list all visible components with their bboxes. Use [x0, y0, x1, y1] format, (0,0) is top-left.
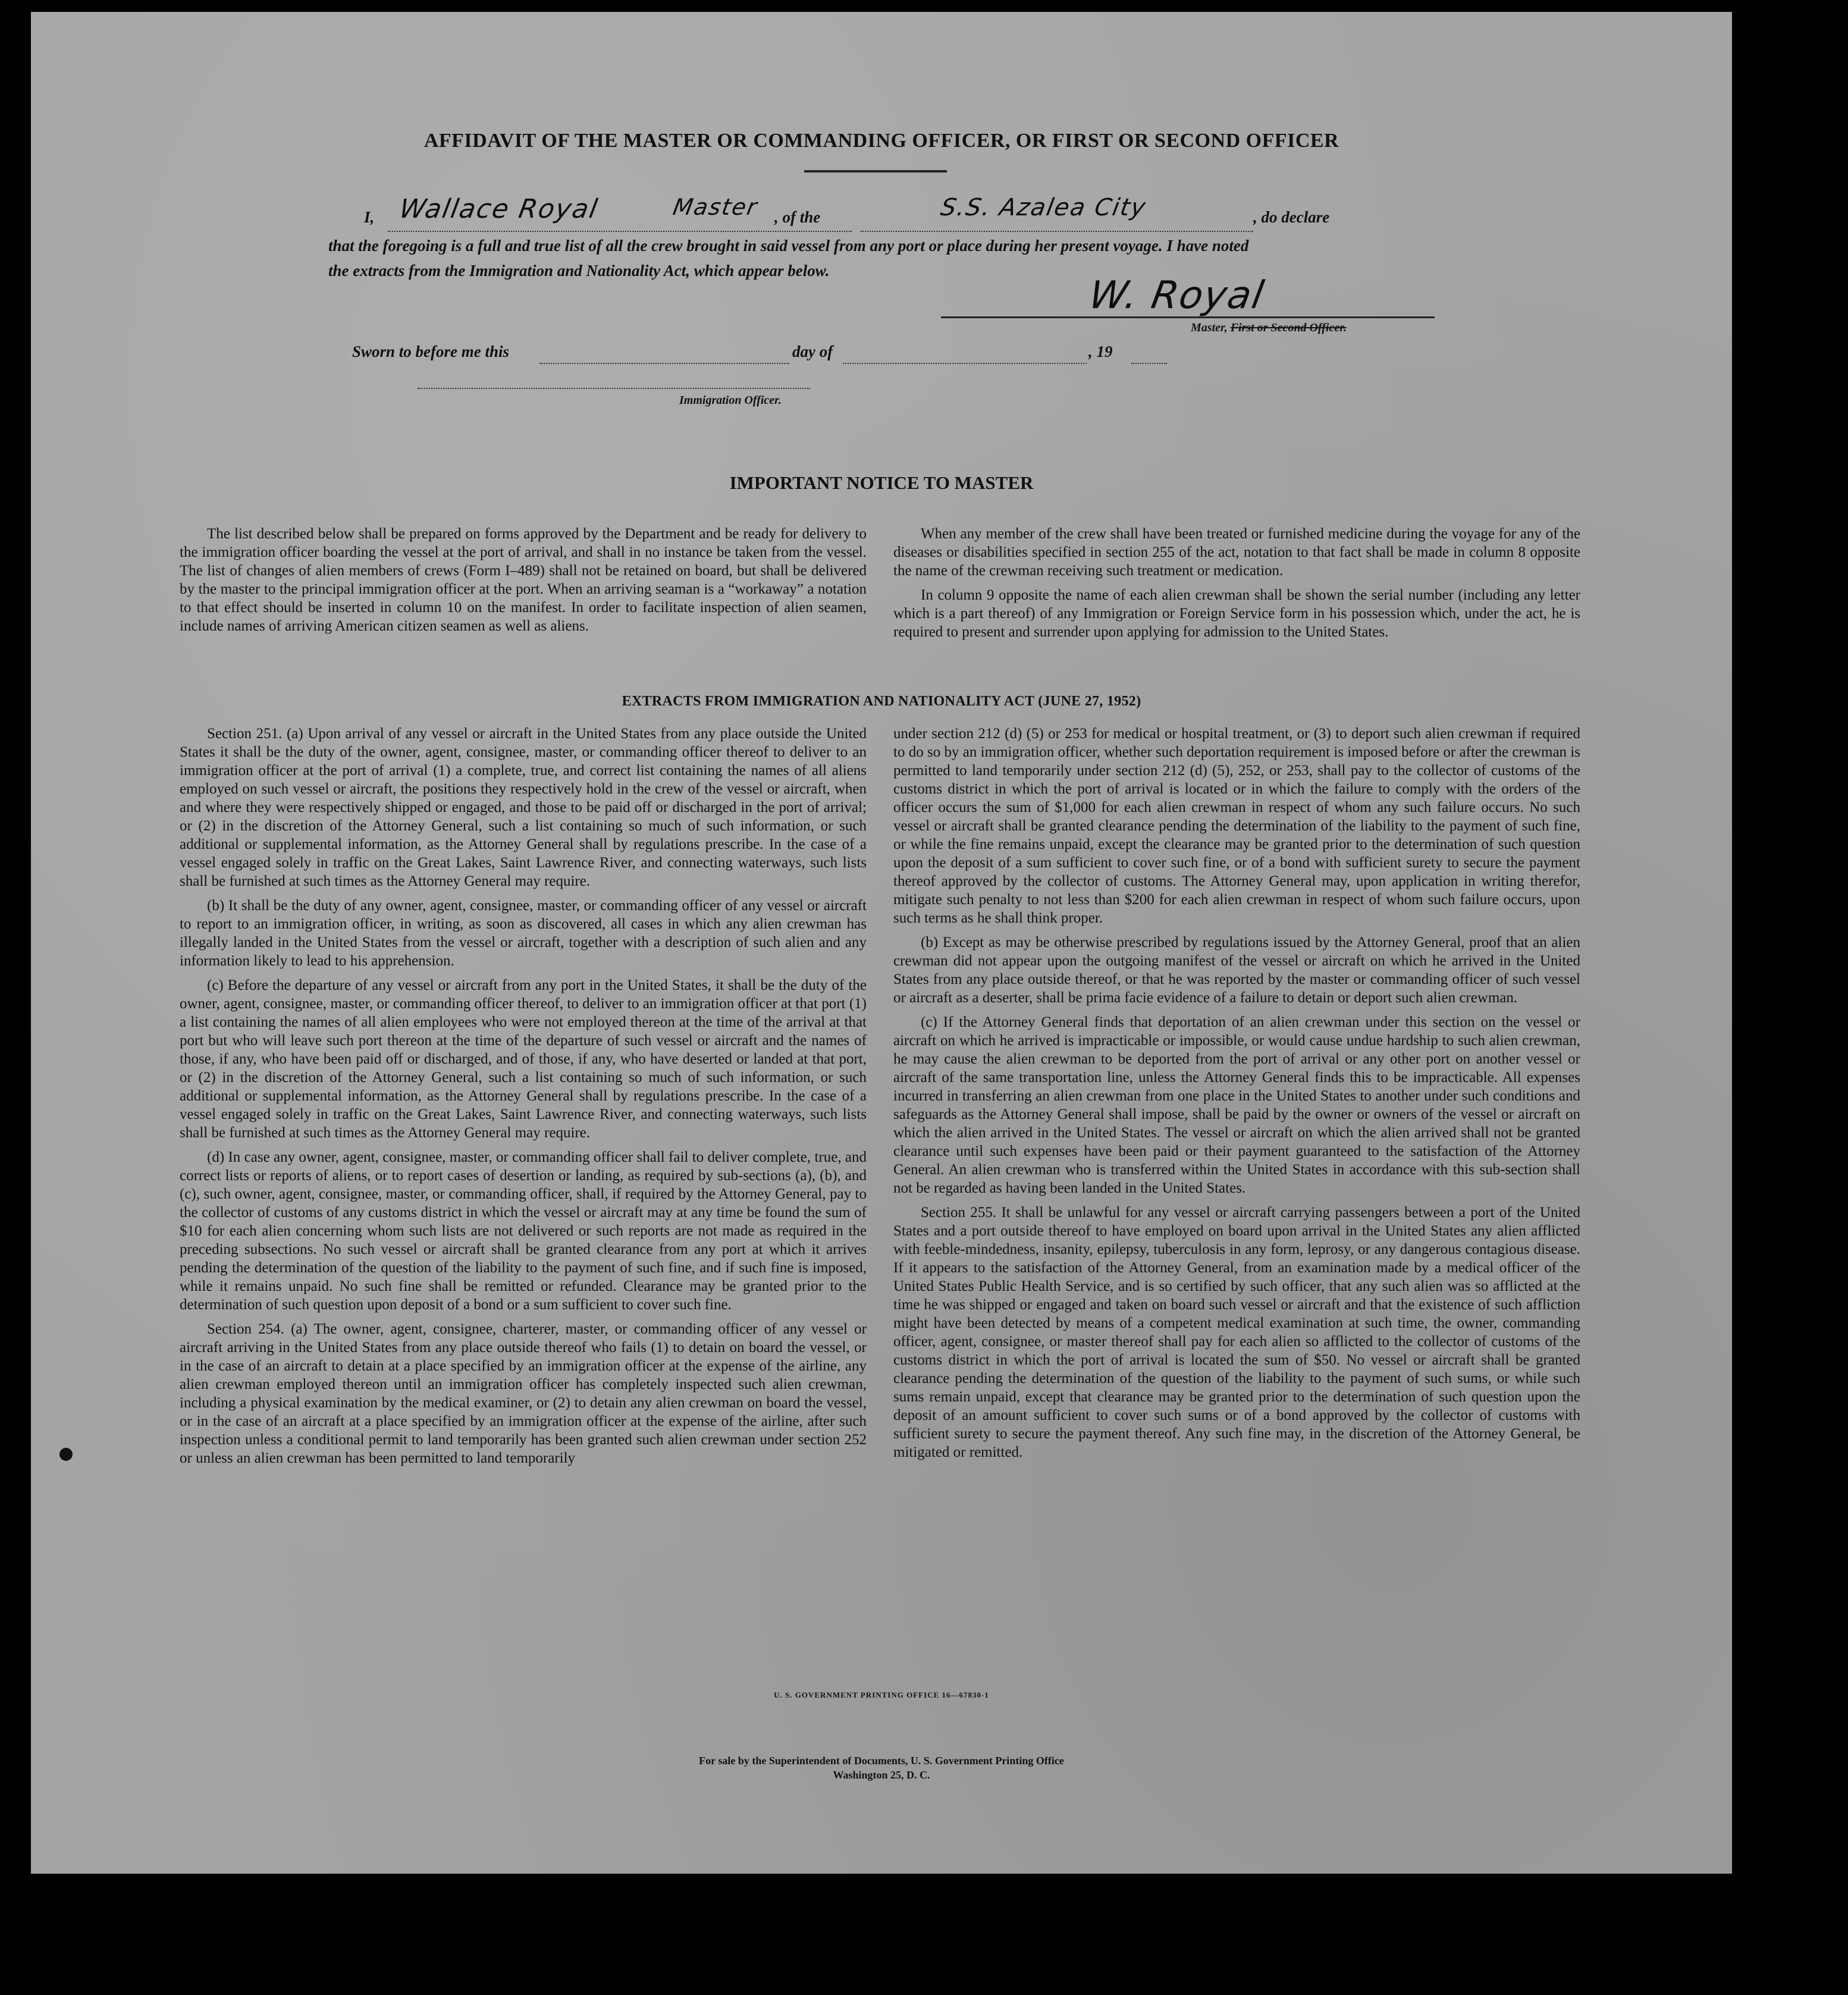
sworn-year-label: , 19 [1088, 343, 1113, 360]
section-251-c: (c) Before the departure of any vessel or aircraft from any port in the United States, it shall be the duty of the owner, agent, consignee, master, or commanding officer thereof, to deliver to an immigration officer at that port (1) a list containing the names of all alien employees who were not employed thereon at the time of the arrival at that port but who will leave such port thereon at the time of the departure of such vessel or aircraft and the names of those, if any, who have been paid off or discharged, and of those, if any, who have deserted or landed at that port, or (2) in the discretion of the Attorney General, such a list containing so much of such information, or such additional or supplemental information, as the Attorney General shall by regulations prescribe. In the case of a vessel engaged solely in traffic on the Great Lakes, Saint Lawrence River, and connecting waterways, such lists shall be furnished at such times as the Attorney General may require. [180, 977, 867, 1141]
affidavit-line-2: that the foregoing is a full and true list of all the crew brought in said vessel from any port or place during her present voyage. I have noted [328, 237, 1249, 255]
affidavit-line-3: the extracts from the Immigration and Nationality Act, which appear below. [328, 262, 830, 280]
bleed-through-text [519, 101, 527, 131]
master-signature-handwritten: W. Royal [1085, 274, 1268, 318]
name-line [388, 231, 852, 232]
printing-office-mark: U. S. GOVERNMENT PRINTING OFFICE 16—67830-1 [774, 1690, 989, 1699]
signature-line [941, 316, 1435, 318]
sworn-year-line [1131, 363, 1167, 364]
section-251-a: Section 251. (a) Upon arrival of any vessel or aircraft in the United States from any place outside the United States it shall be the duty of the owner, agent, consignee, master, or commanding officer thereof to deliver to an immigration officer at the port of arrival (1) a complete, true, and correct list containing the names of all aliens employed on such vessel or aircraft, the positions they respectively hold in the crew of the vessel or aircraft, when and where they were respectively shipped or engaged, and those to be paid off or discharged in the port of arrival; or (2) in the discretion of the Attorney General, such a list containing so much of such information, or such additional or supplemental information, as the Attorney General shall by regulations prescribe. In the case of a vessel engaged solely in traffic on the Great Lakes, Saint Lawrence River, and connecting waterways, such lists shall be furnished at such times as the Attorney General may require. [180, 726, 867, 889]
document-page [31, 12, 1732, 1874]
officer-line [418, 388, 810, 389]
affidavit-title: AFFIDAVIT OF THE MASTER OR COMMANDING OFFICER, OR FIRST OR SECOND OFFICER [423, 130, 1339, 152]
officer-caption: Immigration Officer. [679, 394, 782, 407]
signer-name-handwritten: Wallace Royal [397, 194, 601, 224]
vessel-line [861, 231, 1253, 232]
sworn-label: Sworn to before me this [352, 343, 510, 360]
sale-notice [31, 1754, 1732, 1782]
notice-left-column [180, 525, 867, 641]
sale-line-1: For sale by the Superintendent of Documents, U. S. Government Printing Office [699, 1755, 1064, 1767]
rank-handwritten: Master [671, 194, 760, 220]
of-the-label: , of the [774, 208, 821, 226]
extracts-left-column [180, 724, 867, 1473]
affidavit-prefix: I, [364, 208, 375, 226]
title-rule [804, 170, 947, 172]
extracts-heading: EXTRACTS FROM IMMIGRATION AND NATIONALITY ACT (JUNE 27, 1952) [622, 694, 1141, 709]
section-254-a-continued: under section 212 (d) (5) or 253 for medical or hospital treatment, or (3) to deport such alien crewman if required to do so by an immigration officer, whether such deportation requirement is imposed before or after the crewman is permitted to land temporarily under section 212 (d) (5), 252, or 253, shall pay to the collector of customs of the customs district in which the port of arrival is located or in which the failure to comply with the orders of the officer occurs the sum of $1,000 for each alien crewman in respect of whom any such failure occurs. No such vessel or aircraft shall be granted clearance pending the determination of the liability to the payment of such fine, or while the fine remains unpaid, except the clearance may be granted prior to the determination of such question upon the deposit of a sum sufficient to cover such fine, or of a bond with sufficient surety to secure the payment thereof approved by the collector of customs. The Attorney General may, upon application in writing therefor, mitigate such penalty to not less than $200 for each alien crewman in respect of whom such failure occurs, upon such terms as he shall think proper. [893, 726, 1580, 926]
extracts-right-column [893, 724, 1580, 1467]
section-255: Section 255. It shall be unlawful for any vessel or aircraft carrying passengers between a port of the United States and a port outside thereof to have employed on board upon arrival in the United States any alien afflicted with feeble-mindedness, insanity, epilepsy, tuberculosis in any form, leprosy, or any dangerous contagious disease. If it appears to the satisfaction of the Attorney General, from an examination made by a medical officer of the United States Public Health Service, and is so certified by such officer, that any such alien was so afflicted at the time he was shipped or engaged and taken on board such vessel or aircraft and that the existence of such affliction might have been detected by means of a competent medical examination at such time, the owner, commanding officer, agent, consignee, or master thereof shall pay for each alien so afflicted to the collector of customs of the customs district in which the port of arrival is located the sum of $50. No vessel or aircraft shall be granted clearance pending the determination of the question of the liability to the payment of such sums, or while such sums remain unpaid, except that clearance may be granted prior to the determination of such question upon the deposit of an amount sufficient to cover such sums or of a bond approved by the collector of customs with sufficient surety to secure the payment thereof. Any such fine may, in the discretion of the Attorney General, be mitigated or remitted. [893, 1204, 1580, 1460]
sworn-day-line [539, 363, 789, 364]
notice-left-paragraph: The list described below shall be prepared on forms approved by the Department and be ready for delivery to the immigration officer boarding the vessel at the port of arrival, and shall in no instance be taken from the vessel. The list of changes of alien members of crews (Form I–489) shall not be retained on board, but shall be delivered by the master to the principal immigration officer at the port. When an arriving seaman is a “workaway” a notation to that effect should be inserted in column 10 on the manifest. In order to facilitate inspection of alien seamen, include names of arriving American citizen seamen as well as aliens. [180, 526, 867, 634]
vessel-handwritten: S.S. Azalea City [938, 194, 1149, 221]
notice-right-paragraph-1: When any member of the crew shall have been treated or furnished medicine during the voyage for any of the diseases or disabilities specified in section 255 of the act, notation to that fact shall be made in column 8 opposite the name of the crewman receiving such treatment or medication. [893, 526, 1580, 579]
section-254-c: (c) If the Attorney General finds that deportation of an alien crewman under this section on the vessel or aircraft on which he arrived is impracticable or impossible, or would cause undue hardship to such alien crewman, he may cause the alien crewman to be deported from the port of arrival or any other port on another vessel or aircraft of the same transportation line, unless the Attorney General finds this to be impracticable. All expenses incurred in transferring an alien crewman from one place in the United States to another under such conditions and safeguards as the Attorney General shall impose, shall be paid by the owner or owners of the vessel or aircraft on which the alien arrived in the United States. The vessel or aircraft on which the alien arrived shall not be granted clearance until such expenses have been paid or their payment guaranteed to the satisfaction of the Attorney General. An alien crewman who is transferred within the United States in accordance with this sub-section shall not be regarded as having been landed in the United States. [893, 1014, 1580, 1196]
notice-right-paragraph-2: In column 9 opposite the name of each alien crewman shall be shown the serial number (including any letter which is a part thereof) of any Immigration or Foreign Service form in his possession which, under the act, he is required to present and surrender upon applying for admission to the United States. [893, 587, 1580, 640]
section-254-a: Section 254. (a) The owner, agent, consignee, charterer, master, or commanding officer of any vessel or aircraft arriving in the United States from any place outside thereof who fails (1) to detain on board the vessel, or in the case of an aircraft to detain at a place specified by an immigration officer at the expense of the airline, any alien crewman employed thereon until an immigration officer has completely inspected such alien crewman, including a physical examination by the medical examiner, or (2) to detain any alien crewman on board the vessel, or in the case of an aircraft at a place specified by an immigration officer at the expense of the airline, after such inspection unless a conditional permit to land temporarily has been granted such alien crewman under section 252 or unless an alien crewman has been permitted to land temporarily [180, 1321, 867, 1466]
notice-right-column [893, 525, 1580, 647]
sworn-month-line [843, 363, 1087, 364]
sale-line-2: Washington 25, D. C. [833, 1769, 930, 1781]
signature-caption: Master, First or Second Officer. [1191, 321, 1347, 334]
notice-heading: IMPORTANT NOTICE TO MASTER [729, 472, 1034, 493]
punch-hole-mark [59, 1448, 73, 1461]
section-254-b: (b) Except as may be otherwise prescribed by regulations issued by the Attorney General, proof that an alien crewman did not appear upon the outgoing manifest of the vessel or aircraft on which he arrived in the United States from any place outside thereof, or that he was reported by the master or commanding officer of such vessel or aircraft as a deserter, shall be prima facie evidence of a failure to detain or deport such alien crewman. [893, 934, 1580, 1006]
do-declare-label: , do declare [1253, 208, 1330, 226]
section-251-b: (b) It shall be the duty of any owner, agent, consignee, master, or commanding officer of any vessel or aircraft to report to an immigration officer, in writing, as soon as discovered, all cases in which any alien crewman has illegally landed in the United States from the vessel or aircraft, together with a description of such alien and any information likely to lead to his apprehension. [180, 898, 867, 969]
sworn-day-label: day of [792, 343, 833, 360]
section-251-d: (d) In case any owner, agent, consignee, master, or commanding officer shall fail to deliver complete, true, and correct lists or reports of aliens, or to report cases of desertion or landing, as required by sub-sections (a), (b), and (c), such owner, agent, consignee, master, or commanding officer, shall, if required by the Attorney General, pay to the collector of customs of any customs district in which the vessel or aircraft may at any time be found the sum of $10 for each alien concerning whom such lists are not delivered or such reports are not made as required in the preceding subsections. No such vessel or aircraft shall be granted clearance from any port at which it arrives pending the determination of the question of the liability to the payment of such fine, and if such fine is imposed, while it remains unpaid. No such fine shall be remitted or refunded. Clearance may be granted prior to the determination of such question upon deposit of a bond or a sum sufficient to cover such fine. [180, 1149, 867, 1313]
